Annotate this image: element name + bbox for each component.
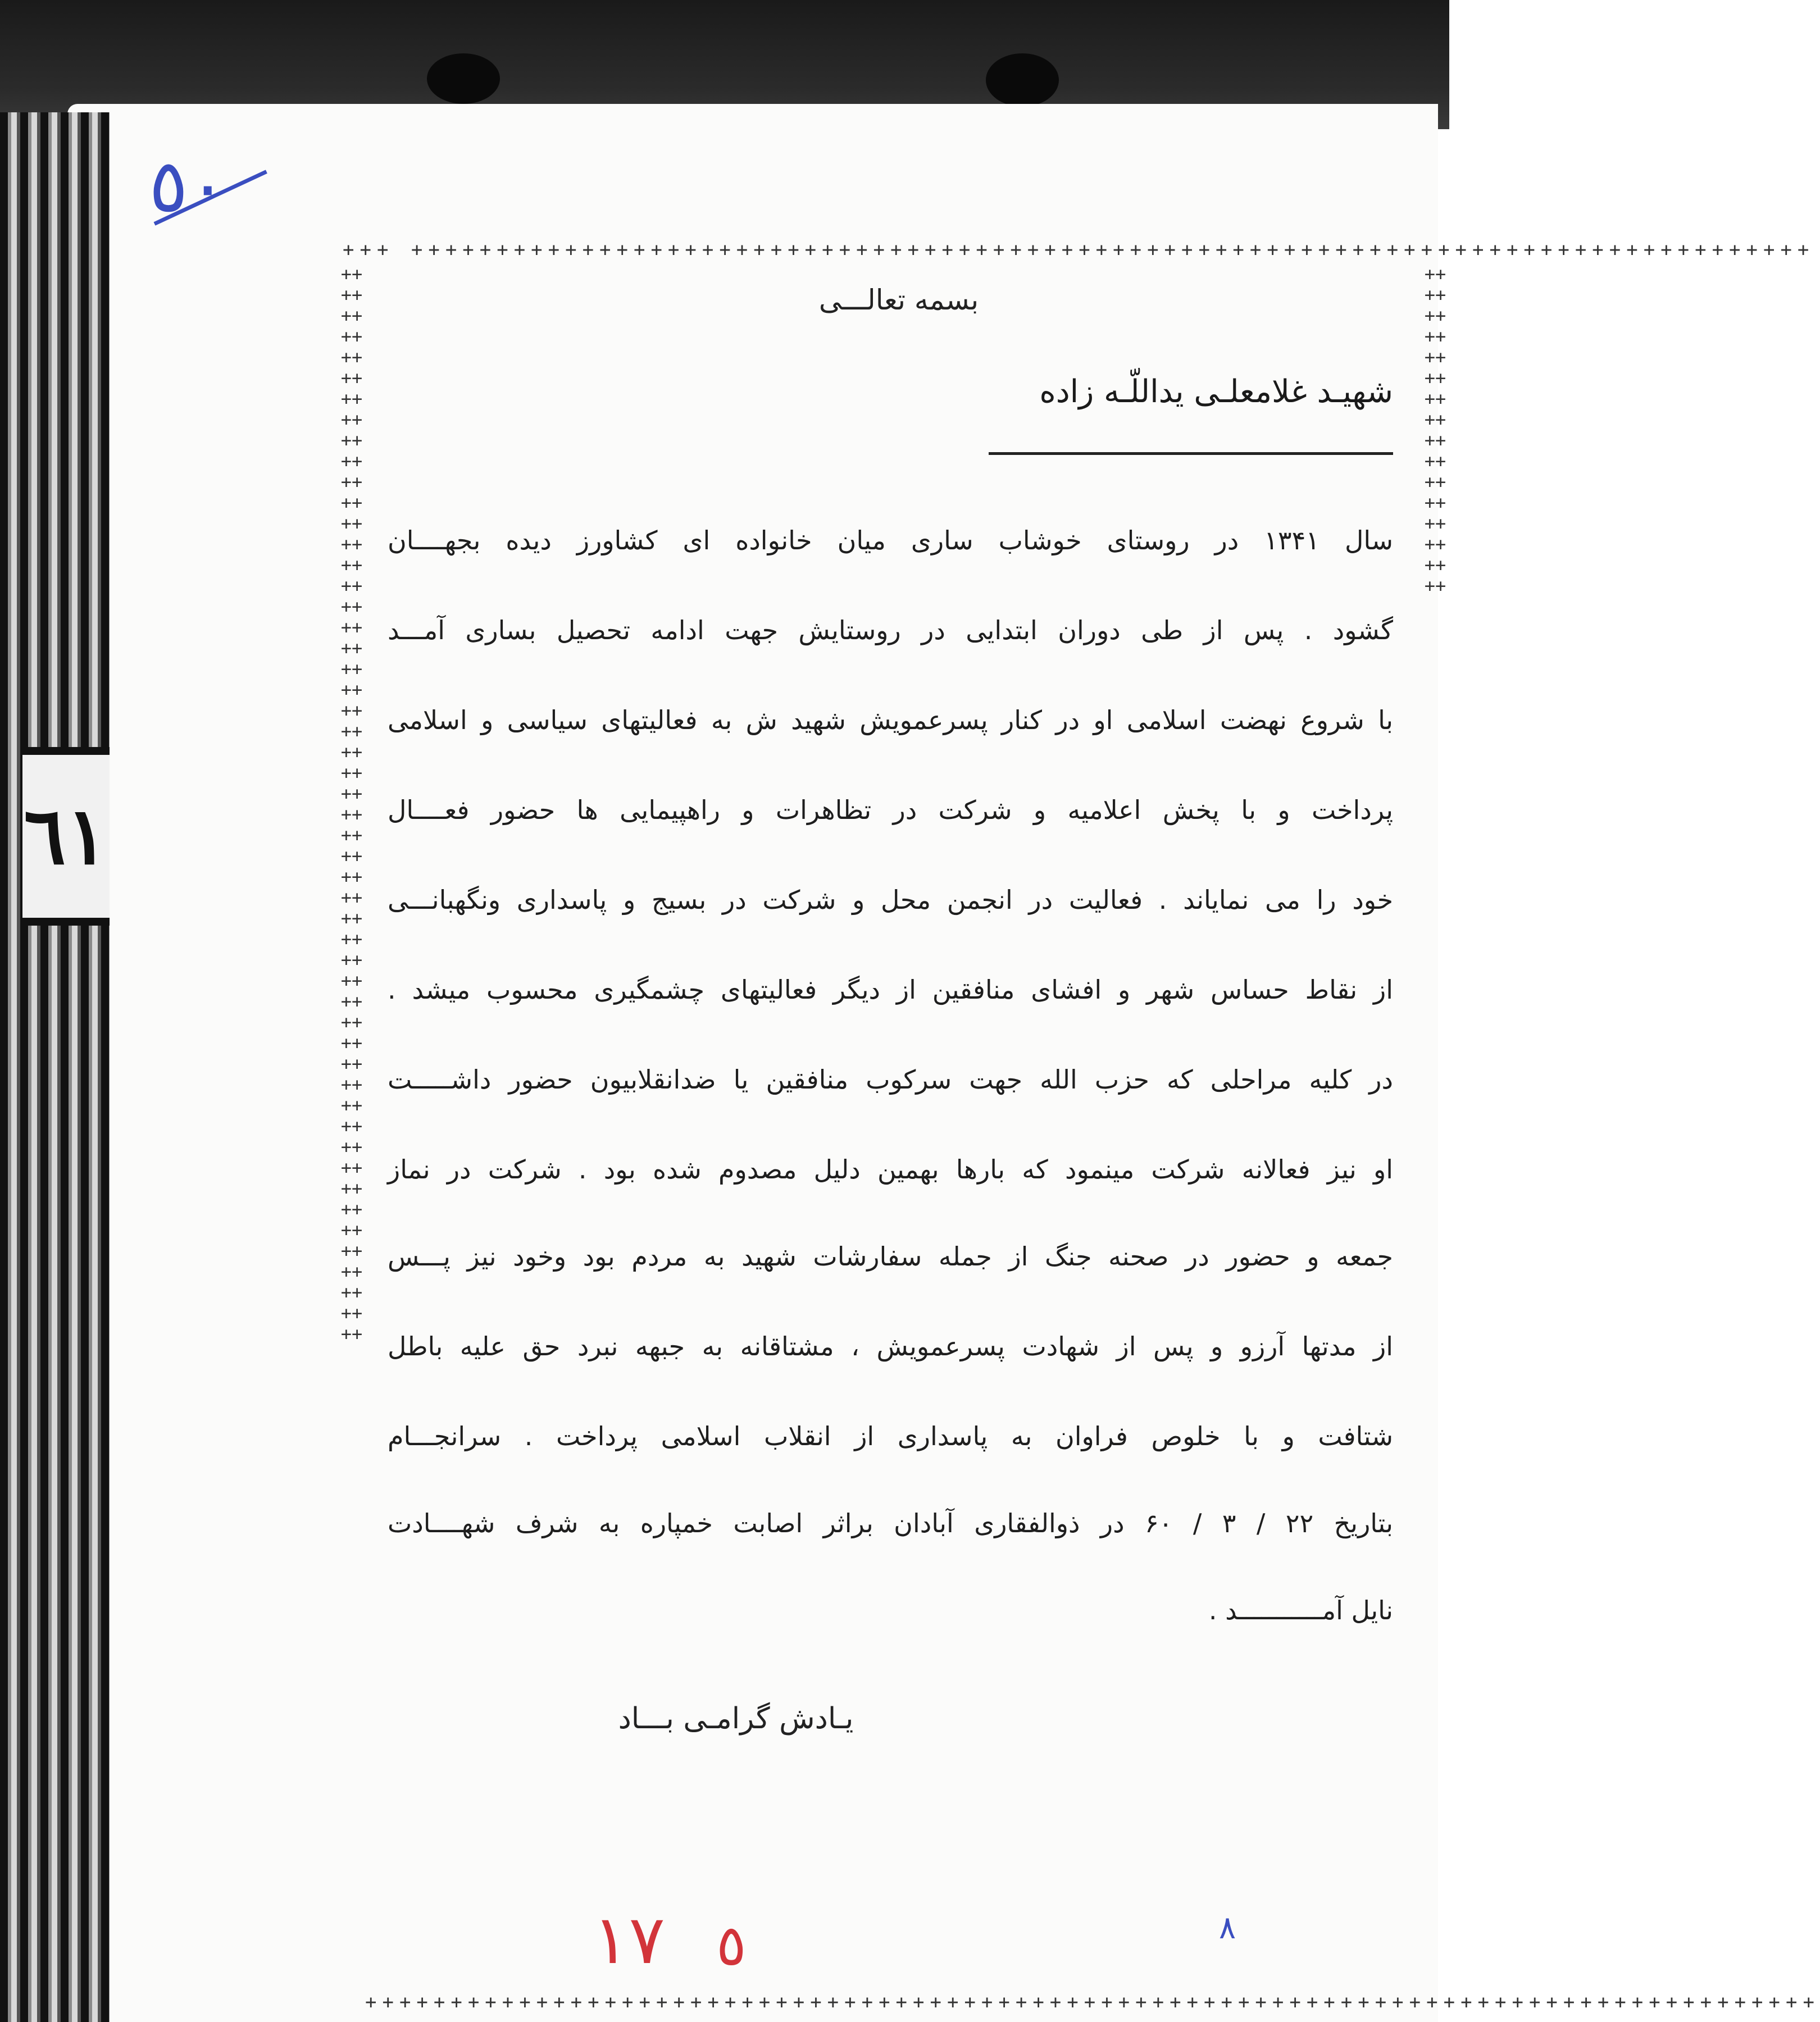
body-line: از مدتها آرزو و پس از شهادت پسرعمویش ، مشتاقانه به جبهه نبرد حق علیه باطل [388,1331,1393,1361]
margin-handwritten-number: ٥٠ [149,143,228,229]
title-underline [989,452,1393,455]
document-heading: بسمه تعالـــی [818,284,979,316]
plus-border-right: ++++++++++++++++++++++++++++++++ [1424,263,1446,596]
document-title: شهیـد غلامعلـی یداللّـه زاده [1039,374,1393,410]
punch-hole-left [427,53,500,104]
handwritten-red-mark: ٥ [716,1912,747,1978]
binder-label: ٦١ [22,747,110,926]
body-line: در کلیه مراحلی که حزب الله جهت سرکوب منافقین یا ضدانقلابیون حضور داشـــــت [388,1064,1393,1095]
body-line: از نقاط حساس شهر و افشای منافقین از دیگر فعالیتهای چشمگیری محسوب میشد . [388,974,1393,1005]
body-line: سال ۱۳۴۱ در روستای خوشاب ساری میان خانواده ای کشاورز دیده بجهــــان [388,525,1393,555]
closing-phrase: یـادش گرامـی بـــاد [618,1702,854,1736]
handwritten-red-number: ١٧ [593,1901,665,1979]
handwritten-blue-number: ٨ [1219,1910,1236,1946]
binder-edge [0,112,110,2022]
body-line: او نیز فعالانه شرکت مینمود که بارها بهمین دلیل مصدوم شده بود . شرکت در نماز [388,1154,1393,1185]
body-line: با شروع نهضت اسلامی او در کنار پسرعمویش شهید ش به فعالیتهای سیاسی و اسلامی [388,705,1393,735]
plus-border-top: +++ ++++++++++++++++++++++++++++++++++++++++++++++++++++++++++++++++++++++++++++++++++ [343,239,1815,261]
plus-border-bottom: +++++++++++++++++++++++++++++++++++++++++++++++++++++++++++++++++++++++++++++++++++++ [365,1991,1820,2014]
plus-border-left: ++++++++++++++++++++++++++++++++++++++++++++++++++++++++++++++++++++++++++++++++++++++++++++++++++++++++ [340,263,363,1345]
body-line: جمعه و حضور در صحنه جنگ از جمله سفارشات شهید به مردم بود وخود نیز پـــس [388,1241,1393,1272]
punch-hole-right [986,53,1059,107]
body-line: گشود . پس از طی دوران ابتدایی در روستایش جهت ادامه تحصیل بساری آمـــد [388,615,1393,645]
body-line: خود را می نمایاند . فعالیت در انجمن محل و شرکت در بسیج و پاسداری ونگهبانـــی [388,885,1393,915]
body-line: شتافت و با خلوص فراوان به پاسداری از انقلاب اسلامی پرداخت . سرانجـــام [388,1421,1393,1451]
body-line: بتاریخ ۲۲ / ۳ / ۶۰ در ذوالفقاری آبادان براثر اصابت خمپاره به شرف شهــــادت [388,1508,1393,1538]
body-line: پرداخت و با پخش اعلامیه و شرکت در تظاهرات و راهپیمایی ها حضور فعــــال [388,795,1393,825]
body-line: نایل آمـــــــــــد . [1208,1595,1393,1625]
